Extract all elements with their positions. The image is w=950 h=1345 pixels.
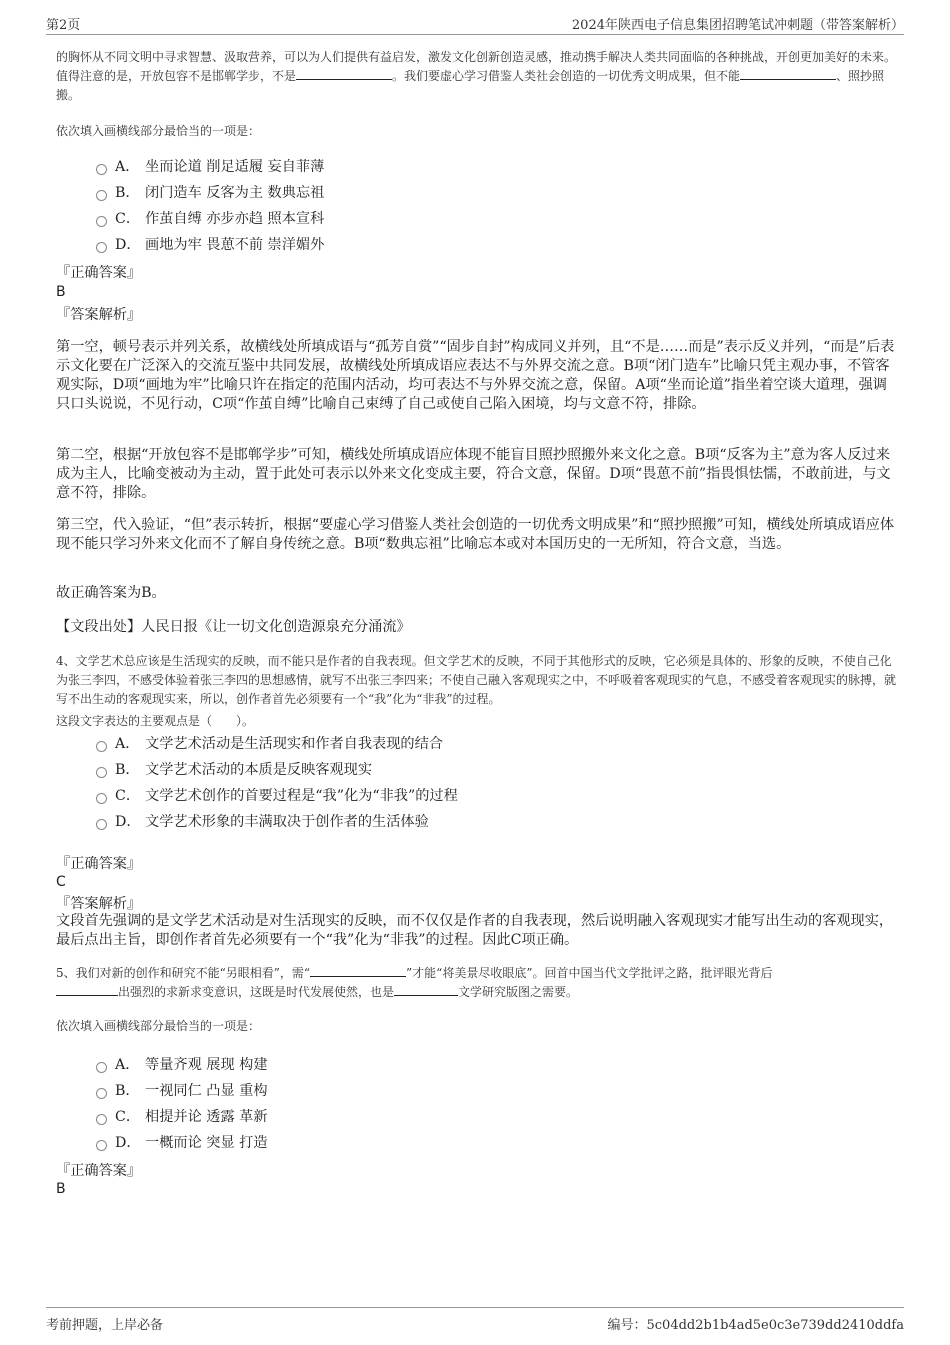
q4-prompt: 这段文字表达的主要观点是（ ）。 — [56, 714, 255, 728]
radio-icon[interactable] — [96, 1062, 107, 1073]
radio-icon[interactable] — [96, 242, 107, 253]
radio-icon[interactable] — [96, 1140, 107, 1151]
radio-icon[interactable] — [96, 741, 107, 752]
q3-conclusion: 故正确答案为B。 — [56, 585, 166, 601]
q4-option-d[interactable]: D． 文学艺术形象的丰满取决于创作者的生活体验 — [96, 811, 429, 833]
radio-icon[interactable] — [96, 767, 107, 778]
footer-slogan: 考前押题，上岸必备 — [46, 1318, 164, 1333]
q4-option-c[interactable]: C． 文学艺术创作的首要过程是“我”化为“非我”的过程 — [96, 785, 458, 807]
q4-analysis-label: 『答案解析』 — [56, 896, 142, 912]
page-header — [46, 12, 904, 35]
radio-icon[interactable] — [96, 819, 107, 830]
q5-answer-label: 『正确答案』 — [56, 1163, 142, 1179]
radio-icon[interactable] — [96, 1114, 107, 1125]
fill-blank — [740, 67, 836, 80]
radio-icon[interactable] — [96, 216, 107, 227]
q3-passage: 的胸怀从不同文明中寻求智慧、汲取营养，可以为人们提供有益启发，激发文化创新创造灵感，推动携手解决人类共同面临的各种挑战，开创更加美好的未来。值得注意的是，开放包容不是邯郸学步，不是 。我们要虚心学习借鉴人类社会创造的一切优秀文明成果，但不能 、照抄照搬。 — [56, 50, 897, 102]
q3-analysis-para: 第一空，顿号表示并列关系，故横线处所填成语与“孤芳自赏”“固步自封”构成同义并列，且“不是……而是”表示反义并列，“而是”后表示文化要在广泛深入的交流互鉴中共同发展，故横线处所填成语应表达不与外界交流之意。B项“闭门造车”比喻只凭主观办事，不管客观实际，D项“画地为牢”比喻只许在指定的范围内活动，均可表达不与外界交流之意，保留。A项“坐而论道”指坐着空谈大道理，强调只口头说说，不见行动，C项“作茧自缚”比喻自己束缚了自己或使自己陷入困境，均与文意不符，排除。 — [56, 339, 895, 412]
q3-analysis-para: 第二空，根据“开放包容不是邯郸学步”可知，横线处所填成语应体现不能盲目照抄照搬外来文化之意。B项“反客为主”意为客人反过来成为主人，比喻变被动为主动，置于此处可表示以外来文化变成主要，符合文意，保留。D项“畏葸不前”指畏惧怯懦，不敢前进，与文意不符，排除。 — [56, 447, 891, 501]
radio-icon[interactable] — [96, 1088, 107, 1099]
q4-option-b[interactable]: B． 文学艺术活动的本质是反映客观现实 — [96, 759, 372, 781]
page-footer — [46, 1307, 904, 1336]
q5-option-b[interactable]: B． 一视同仁 凸显 重构 — [96, 1080, 268, 1102]
q5-prompt: 依次填入画横线部分最恰当的一项是： — [56, 1019, 261, 1033]
q4-option-a[interactable]: A． 文学艺术活动是生活现实和作者自我表现的结合 — [96, 733, 443, 755]
q5-passage: 5、我们对新的创作和研究不能“另眼相看”，需“ ”才能“将美景尽收眼底”。回首中国当代文学批评之路，批评眼光背后 出强烈的求新求变意识，这既是时代发展使然，也是 文学研究版图之需要。 — [56, 966, 773, 999]
q3-answer: B — [56, 284, 66, 300]
document-title: 2024年陕西电子信息集团招聘笔试冲刺题（带答案解析） — [571, 18, 904, 33]
radio-icon[interactable] — [96, 190, 107, 201]
q4-answer-label: 『正确答案』 — [56, 856, 142, 872]
q5-option-a[interactable]: A． 等量齐观 展现 构建 — [96, 1054, 268, 1076]
q3-analysis-para: 第三空，代入验证，“但”表示转折，根据“要虚心学习借鉴人类社会创造的一切优秀文明成果”和“照抄照搬”可知，横线处所填成语应体现不能只学习外来文化而不了解自身传统之意。B项“数典忘祖”比喻忘本或对本国历史的一无所知，符合文意，当选。 — [56, 517, 895, 552]
document-code: 编号：5c04dd2b1b4ad5e0c3e739dd2410ddfa — [607, 1318, 904, 1333]
q3-option-d[interactable]: D． 画地为牢 畏葸不前 崇洋媚外 — [96, 234, 324, 256]
fill-blank — [56, 983, 118, 996]
q3-prompt: 依次填入画横线部分最恰当的一项是： — [56, 124, 261, 138]
fill-blank — [394, 983, 458, 996]
fill-blank — [310, 964, 406, 977]
q5-option-d[interactable]: D． 一概而论 突显 打造 — [96, 1132, 268, 1154]
q3-answer-label: 『正确答案』 — [56, 265, 142, 281]
q4-answer: C — [56, 874, 66, 890]
q5-answer: B — [56, 1181, 66, 1197]
q4-analysis: 文段首先强调的是文学艺术活动是对生活现实的反映，而不仅仅是作者的自我表现，然后说明融入客观现实才能写出生动的客观现实，最后点出主旨，即创作者首先必须要有一个“我”化为“非我”的过程。因此C项正确。 — [56, 913, 894, 948]
q3-option-c[interactable]: C． 作茧自缚 亦步亦趋 照本宣科 — [96, 208, 324, 230]
fill-blank — [296, 67, 392, 80]
q3-option-a[interactable]: A． 坐而论道 削足适履 妄自菲薄 — [96, 156, 324, 178]
q3-option-b[interactable]: B． 闭门造车 反客为主 数典忘祖 — [96, 182, 324, 204]
q4-passage: 4、文学艺术总应该是生活现实的反映，而不能只是作者的自我表现。但文学艺术的反映，不同于其他形式的反映，它必须是具体的、形象的反映，不使自己化为张三李四，不感受体验着张三李四的思想感情，就写不出张三李四来；不使自己融入客观现实之中，不呼吸着客观现实的气息，不感受着客观现实的脉搏，就写不出生动的客观现实来，所以，创作者首先必须要有一个“我”化为“非我”的过程。 — [56, 654, 897, 706]
q3-source: 【文段出处】人民日报《让一切文化创造源泉充分涌流》 — [56, 619, 411, 635]
radio-icon[interactable] — [96, 164, 107, 175]
radio-icon[interactable] — [96, 793, 107, 804]
q3-analysis-label: 『答案解析』 — [56, 307, 142, 323]
page-number: 第2页 — [46, 18, 81, 33]
q5-option-c[interactable]: C． 相提并论 透露 革新 — [96, 1106, 268, 1128]
